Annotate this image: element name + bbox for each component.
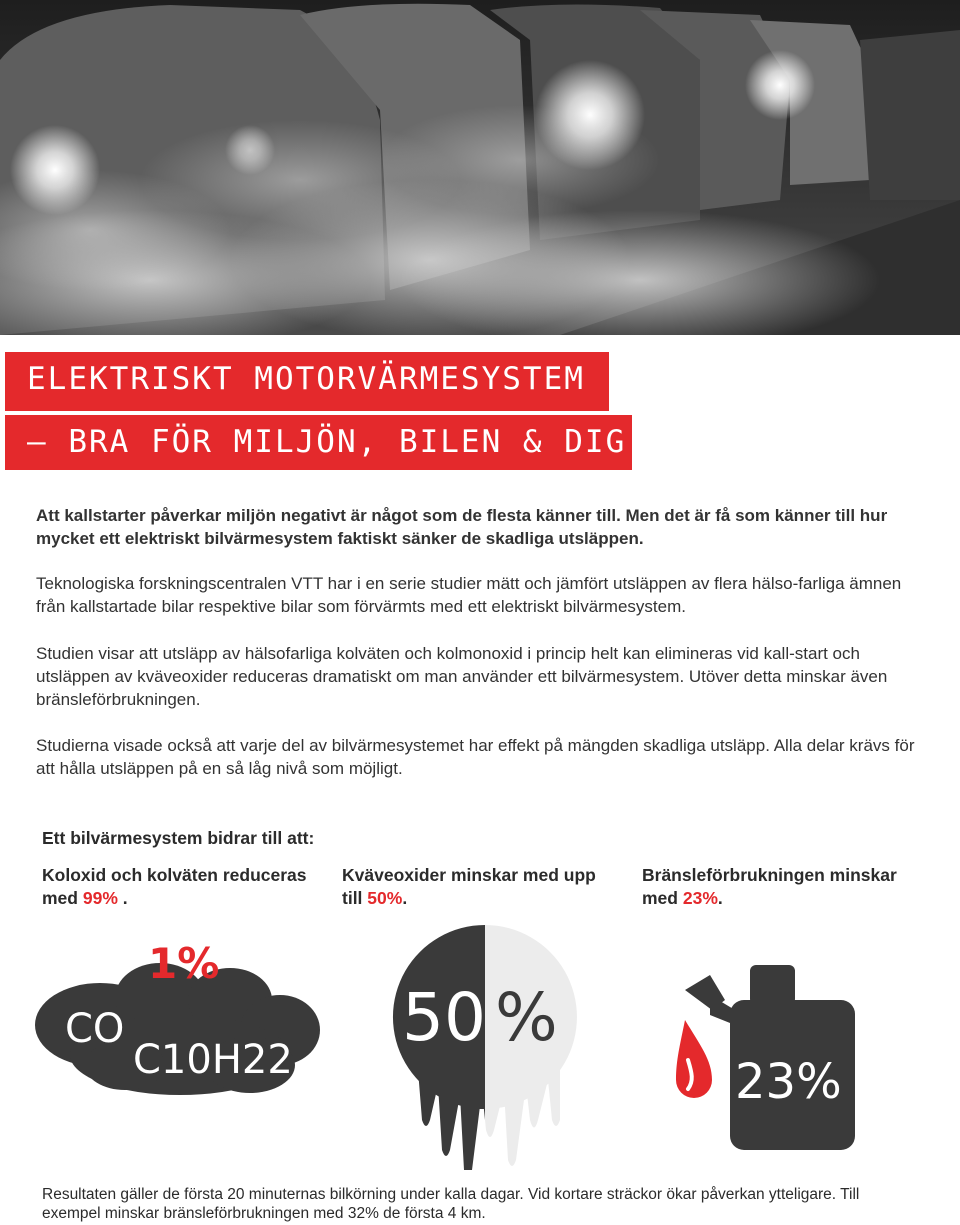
fuel-can-icon <box>650 955 870 1155</box>
fuel-drop-icon <box>676 1020 712 1098</box>
lead-paragraph: Att kallstarter påverkar miljön negativt är något som de flesta känner till. Men det är få som känner till hur mycket ett elektriskt bilvärmesystem faktiskt sänker de skadliga utsläppen. <box>36 506 888 548</box>
smoke-cloud-graphic <box>30 930 330 1100</box>
body-paragraph-1: Teknologiska forskningscentralen VTT har i en serie studier mätt och jämfört utsläppen av flera hälso-farliga ämnen från kallstartade bilar respektive bilar som förvärmts med ett elektriskt bilvärmesystem. <box>36 574 902 616</box>
benefit-value: 50% <box>367 888 403 908</box>
benefit-co-hc <box>42 864 312 910</box>
benefit-suffix: . <box>717 888 723 908</box>
body-paragraph-2: Studien visar att utsläpp av hälsofarliga kolväten och kolmonoxid i princip helt kan elimineras vid kall-start och utsläppen av kväveoxider reduceras dramatiskt om man använder ett bilvärmesystem. Utöver detta minskar även bränsleförbrukningen. <box>36 644 888 709</box>
benefits-heading: Ett bilvärmesystem bidrar till att: <box>42 828 315 848</box>
drip-value: 50 <box>402 979 486 1056</box>
half-drip-icon <box>380 920 590 1170</box>
can-value: 23% <box>735 1054 842 1110</box>
hero-photo-car-exhaust <box>0 0 960 335</box>
cloud-label-hc: C10H22 <box>133 1037 293 1083</box>
cloud-percent: 1% <box>148 939 220 988</box>
body-paragraph-3: Studierna visade också att varje del av bilvärmesystemet har effekt på mängden skadliga utsläpp. Alla delar krävs för att hålla utsläppen på en så låg nivå som möjligt. <box>36 736 915 778</box>
benefit-value: 23% <box>682 888 718 908</box>
fuel-can-graphic <box>650 955 870 1155</box>
footnote: Resultaten gäller de första 20 minuternas bilkörning under kalla dagar. Vid kortare sträckor ökar påverkan ytteligare. Till exempel minskar bränsleförbrukningen med 32% de första 4 km. <box>42 1186 860 1222</box>
cloud-label-co: CO <box>65 1006 125 1052</box>
benefit-fuel <box>642 864 912 910</box>
benefit-value: 99% <box>82 888 118 908</box>
page-title-line-1: ELEKTRISKT MOTORVÄRMESYSTEM <box>27 361 585 397</box>
benefit-suffix: . <box>117 888 128 908</box>
benefit-text: Koloxid och kolväten reduceras med <box>42 865 307 908</box>
benefit-suffix: . <box>402 888 408 908</box>
smoke-cloud-icon <box>30 930 330 1100</box>
benefit-nox <box>342 864 612 910</box>
page-title-line-2: – BRA FÖR MILJÖN, BILEN & DIG <box>27 424 627 460</box>
half-drip-graphic <box>380 920 590 1170</box>
title-banner-line-1 <box>5 352 609 411</box>
car-exhaust-photo <box>0 0 960 335</box>
benefit-text: Bränsleförbrukningen minskar med <box>642 865 897 908</box>
benefit-text: Kväveoxider minskar med upp till <box>342 865 596 908</box>
title-banner-line-2 <box>5 415 632 470</box>
drip-unit: % <box>495 979 558 1056</box>
